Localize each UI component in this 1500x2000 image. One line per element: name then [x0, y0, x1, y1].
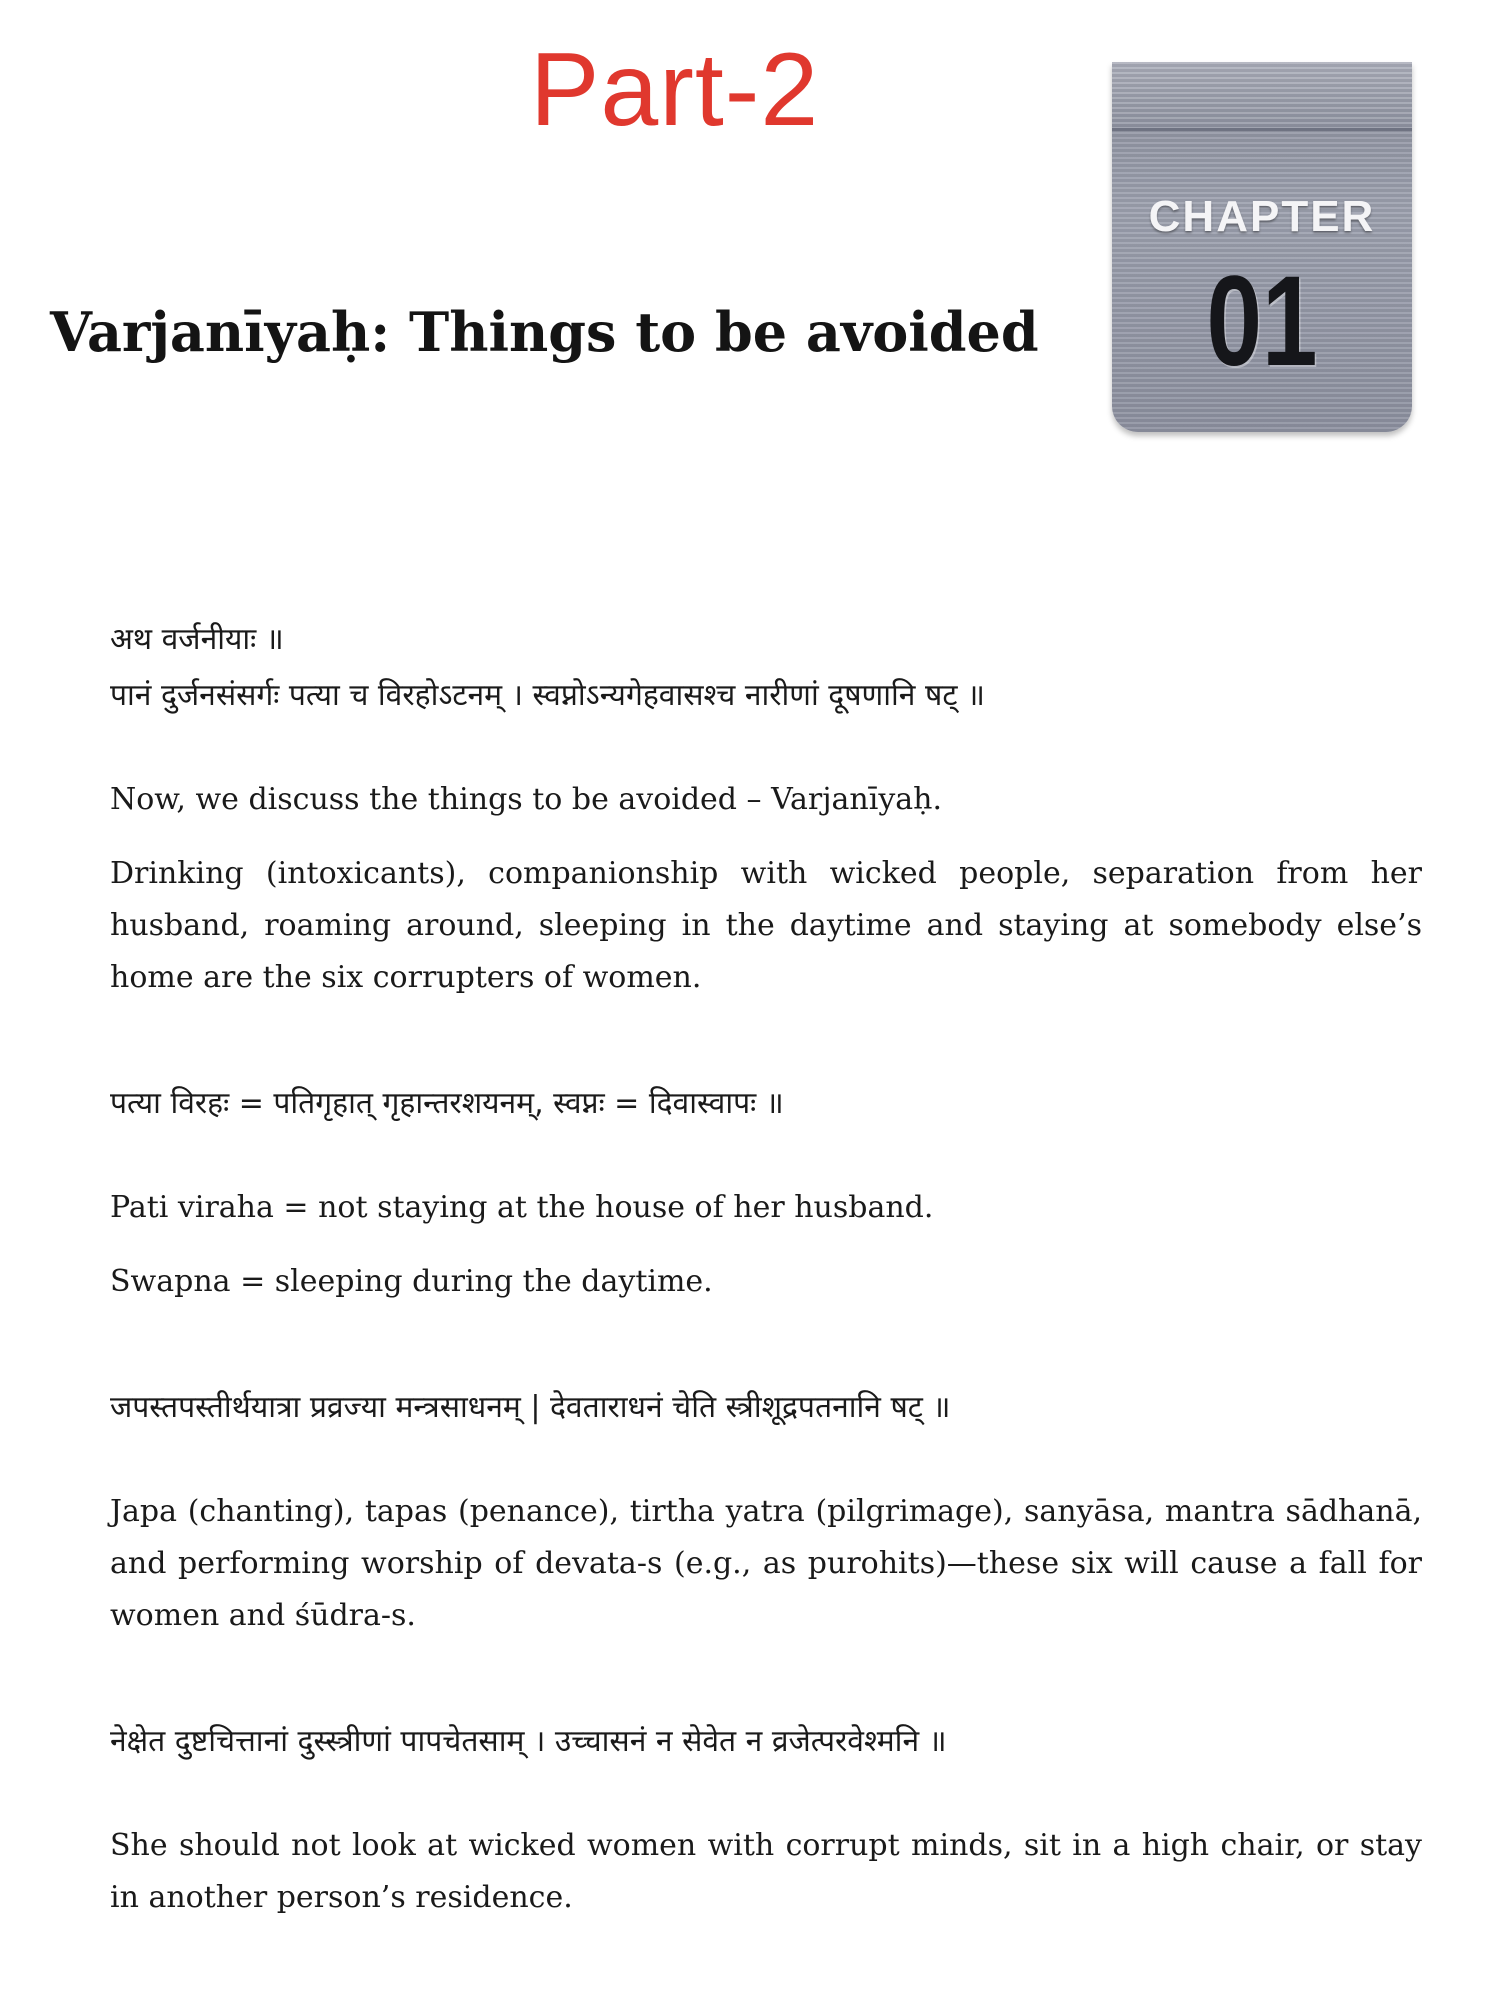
page-body — [110, 612, 1422, 1924]
chapter-word: CHAPTER — [1148, 192, 1376, 241]
verse-4: नेक्षेत दुष्टचित्तानां दुस्स्त्रीणां पापचेतसाम् । उच्चासनं न सेवेत न व्रजेत्परवेश्मनि ॥ — [110, 1724, 947, 1759]
verse-3: जपस्तपस्तीर्थयात्रा प्रव्रज्या मन्त्रसाधनम् | देवताराधनं चेति स्त्रीशूद्रपतनानि षट् ॥ — [110, 1390, 951, 1425]
paragraph-intro: Now, we discuss the things to be avoided – Varjanīyaḥ. — [110, 782, 943, 817]
verse-intro-line: अथ वर्जनीयाः ॥ — [110, 622, 284, 657]
chapter-badge — [1112, 62, 1412, 432]
part-label: Part-2 — [530, 32, 820, 148]
paragraph-swapna: Swapna = sleeping during the daytime. — [110, 1264, 713, 1299]
paragraph-translation-4: She should not look at wicked women with corrupt minds, sit in a high chair, or stay in another person’s residence. — [110, 1828, 1422, 1915]
paragraph-pati-viraha: Pati viraha = not staying at the house of her husband. — [110, 1190, 934, 1225]
verse-1: पानं दुर्जनसंसर्गः पत्या च विरहोऽटनम् । स्वप्नोऽन्यगेहवासश्च नारीणां दूषणानि षट् ॥ — [110, 678, 985, 713]
badge-top-band — [1112, 62, 1412, 131]
paragraph-translation-3: Japa (chanting), tapas (penance), tirtha yatra (pilgrimage), sanyāsa, mantra sādhanā, and performing worship of devata-s (e.g., as purohits)—these six will cause a fall for women and śūdra-s. — [110, 1494, 1422, 1633]
verse-2: पत्या विरहः = पतिगृहात् गृहान्तरशयनम्, स्वप्नः = दिवास्वापः ॥ — [110, 1086, 784, 1121]
chapter-title: Varjanīyaḥ: Things to be avoided — [50, 300, 1039, 364]
paragraph-translation-1: Drinking (intoxicants), companionship with wicked people, separation from her husband, roaming around, sleeping in the daytime and staying at somebody else’s home are the six corrupters of women. — [110, 856, 1422, 995]
chapter-number: 01 — [1206, 250, 1318, 393]
